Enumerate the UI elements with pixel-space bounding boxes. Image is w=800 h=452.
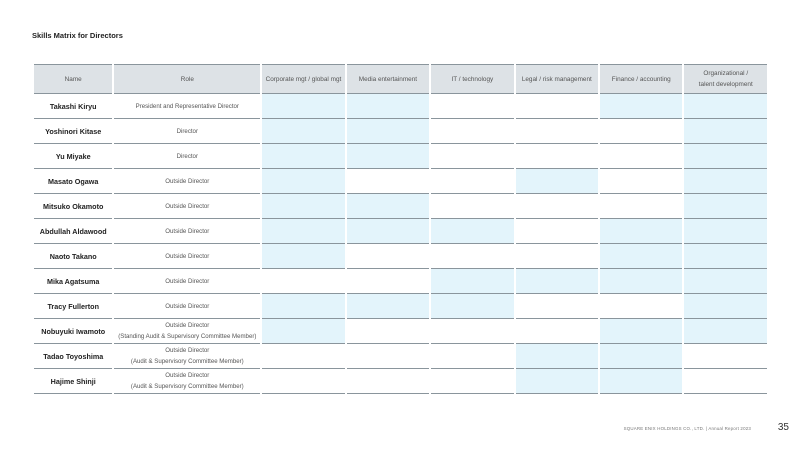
matrix-body xyxy=(34,94,767,394)
skill-cell-empty xyxy=(347,319,429,344)
director-role: Outside Director (Audit & Supervisory Committee Member) xyxy=(114,369,260,394)
skill-cell-marked xyxy=(262,244,344,269)
table-row xyxy=(34,194,767,219)
skill-cell-empty xyxy=(347,369,429,394)
column-header: Media entertainment xyxy=(347,64,429,94)
skill-cell-empty xyxy=(347,344,429,369)
director-name: Takashi Kiryu xyxy=(34,94,112,119)
director-name: Masato Ogawa xyxy=(34,169,112,194)
skill-cell-empty xyxy=(600,169,682,194)
director-role: Outside Director (Audit & Supervisory Committee Member) xyxy=(114,344,260,369)
director-name: Yoshinori Kitase xyxy=(34,119,112,144)
skill-cell-marked xyxy=(684,194,767,219)
skill-cell-marked xyxy=(431,294,513,319)
skill-cell-marked xyxy=(684,144,767,169)
skill-cell-empty xyxy=(516,119,598,144)
director-name: Tadao Toyoshima xyxy=(34,344,112,369)
skill-cell-marked xyxy=(347,94,429,119)
skill-cell-empty xyxy=(431,244,513,269)
table-row xyxy=(34,94,767,119)
skill-cell-empty xyxy=(516,294,598,319)
skill-cell-marked xyxy=(684,319,767,344)
page-number: 35 xyxy=(777,422,789,433)
column-header: Organizational / talent development xyxy=(684,64,767,94)
skill-cell-empty xyxy=(262,369,344,394)
director-name: Mitsuko Okamoto xyxy=(34,194,112,219)
skill-cell-marked xyxy=(347,194,429,219)
skill-cell-empty xyxy=(600,294,682,319)
skill-cell-marked xyxy=(516,169,598,194)
skill-cell-empty xyxy=(347,269,429,294)
skill-cell-marked xyxy=(600,344,682,369)
skill-cell-empty xyxy=(516,94,598,119)
table-row xyxy=(34,294,767,319)
table-row xyxy=(34,244,767,269)
column-header: IT / technology xyxy=(431,64,513,94)
skills-matrix-table xyxy=(32,64,769,394)
skill-cell-marked xyxy=(684,219,767,244)
table-row xyxy=(34,269,767,294)
director-role: Outside Director xyxy=(114,294,260,319)
skill-cell-marked xyxy=(262,169,344,194)
skill-cell-marked xyxy=(600,369,682,394)
director-role: Outside Director xyxy=(114,269,260,294)
skill-cell-marked xyxy=(262,319,344,344)
director-role: Director xyxy=(114,119,260,144)
skill-cell-marked xyxy=(684,269,767,294)
skill-cell-marked xyxy=(262,194,344,219)
director-role: Outside Director xyxy=(114,244,260,269)
table-row xyxy=(34,369,767,394)
director-name: Abdullah Aldawood xyxy=(34,219,112,244)
skill-cell-marked xyxy=(684,244,767,269)
director-name: Hajime Shinji xyxy=(34,369,112,394)
skill-cell-empty xyxy=(516,244,598,269)
skill-cell-marked xyxy=(684,119,767,144)
skill-cell-marked xyxy=(516,369,598,394)
skill-cell-empty xyxy=(431,119,513,144)
skill-cell-empty xyxy=(431,144,513,169)
skill-cell-marked xyxy=(262,119,344,144)
skill-cell-marked xyxy=(600,219,682,244)
column-header: Name xyxy=(34,64,112,94)
director-role: Outside Director xyxy=(114,169,260,194)
header-row xyxy=(34,64,767,94)
table-row xyxy=(34,319,767,344)
skill-cell-empty xyxy=(600,194,682,219)
column-header: Corporate mgt / global mgt xyxy=(262,64,344,94)
skill-cell-marked xyxy=(600,269,682,294)
skill-cell-marked xyxy=(431,219,513,244)
skill-cell-empty xyxy=(516,319,598,344)
skill-cell-empty xyxy=(516,219,598,244)
skill-cell-empty xyxy=(262,269,344,294)
skill-cell-marked xyxy=(516,269,598,294)
director-name: Nobuyuki Iwamoto xyxy=(34,319,112,344)
column-header: Legal / risk management xyxy=(516,64,598,94)
skill-cell-marked xyxy=(262,94,344,119)
director-name: Tracy Fullerton xyxy=(34,294,112,319)
skill-cell-empty xyxy=(431,344,513,369)
column-header: Role xyxy=(114,64,260,94)
skill-cell-empty xyxy=(431,194,513,219)
skill-cell-marked xyxy=(347,144,429,169)
director-role: Outside Director xyxy=(114,219,260,244)
table-row xyxy=(34,219,767,244)
page-title: Skills Matrix for Directors xyxy=(32,31,123,40)
skill-cell-marked xyxy=(684,294,767,319)
director-role: Outside Director xyxy=(114,194,260,219)
skill-cell-empty xyxy=(684,344,767,369)
footer-text: SQUARE ENIX HOLDINGS CO., LTD. | Annual Report 2023 xyxy=(623,426,751,431)
director-name: Yu Miyake xyxy=(34,144,112,169)
skill-cell-empty xyxy=(431,169,513,194)
skill-cell-marked xyxy=(600,244,682,269)
skill-cell-marked xyxy=(600,319,682,344)
skill-cell-empty xyxy=(600,119,682,144)
director-name: Naoto Takano xyxy=(34,244,112,269)
skill-cell-empty xyxy=(516,144,598,169)
skill-cell-marked xyxy=(684,169,767,194)
skill-cell-empty xyxy=(684,369,767,394)
column-header: Finance / accounting xyxy=(600,64,682,94)
skill-cell-marked xyxy=(347,294,429,319)
skill-cell-empty xyxy=(431,94,513,119)
skill-cell-empty xyxy=(600,144,682,169)
skill-cell-empty xyxy=(347,244,429,269)
skill-cell-empty xyxy=(431,369,513,394)
skill-cell-marked xyxy=(347,219,429,244)
skill-cell-marked xyxy=(431,269,513,294)
director-role: Director xyxy=(114,144,260,169)
skill-cell-empty xyxy=(516,194,598,219)
director-role: Outside Director (Standing Audit & Supervisory Committee Member) xyxy=(114,319,260,344)
table-row xyxy=(34,169,767,194)
skill-cell-marked xyxy=(684,94,767,119)
skill-cell-marked xyxy=(262,219,344,244)
director-role: President and Representative Director xyxy=(114,94,260,119)
skill-cell-marked xyxy=(262,294,344,319)
skill-cell-marked xyxy=(516,344,598,369)
skill-cell-marked xyxy=(262,144,344,169)
skill-cell-empty xyxy=(347,169,429,194)
skill-cell-marked xyxy=(347,119,429,144)
table-row xyxy=(34,144,767,169)
table-row xyxy=(34,119,767,144)
skill-cell-empty xyxy=(431,319,513,344)
skill-cell-marked xyxy=(600,94,682,119)
skill-cell-empty xyxy=(262,344,344,369)
table-row xyxy=(34,344,767,369)
director-name: Mika Agatsuma xyxy=(34,269,112,294)
